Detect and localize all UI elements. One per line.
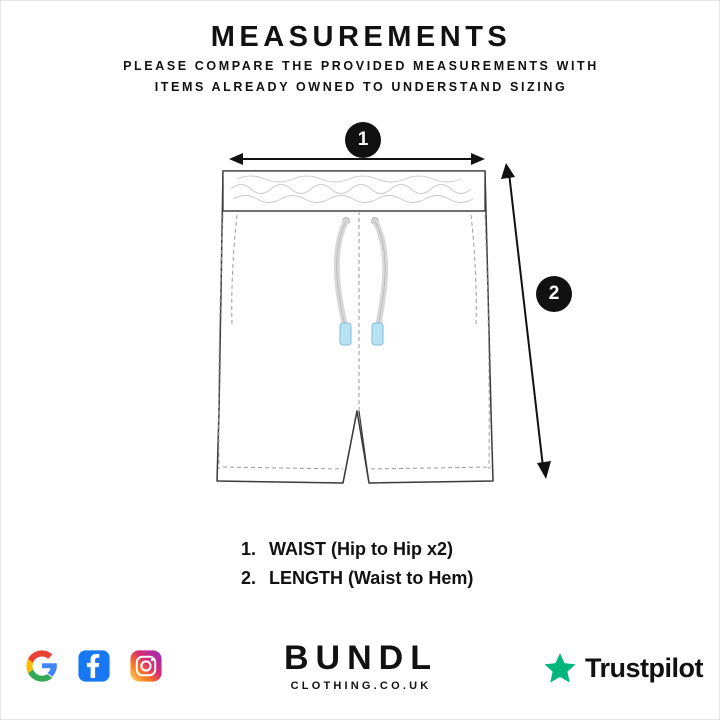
legend-item-waist: [241, 539, 601, 560]
brand-website: CLOTHING.CO.UK: [290, 680, 432, 692]
length-measure-arrow: [501, 163, 551, 479]
trustpilot-label: Trustpilot: [585, 652, 703, 683]
drawstring-tip-right: [372, 323, 383, 345]
legend-label-1: WAIST (Hip to Hip x2): [269, 539, 453, 559]
subtitle-line-1: PLEASE COMPARE THE PROVIDED MEASUREMENTS WITH: [123, 59, 599, 73]
shorts-diagram: [1, 111, 720, 511]
shorts-technical-drawing-svg: [1, 111, 720, 511]
footer: [1, 629, 720, 719]
badge-length: 2: [536, 276, 572, 312]
trustpilot-badge[interactable]: [543, 651, 703, 685]
brand-name: BUNDL: [284, 639, 438, 677]
legend-label-2: LENGTH (Waist to Hem): [269, 568, 474, 588]
page-title: MEASUREMENTS: [210, 21, 512, 53]
drawstring-tip-left: [340, 323, 351, 345]
measurement-legend: [241, 539, 601, 597]
shorts-outline: [217, 171, 493, 483]
subtitle-line-2: ITEMS ALREADY OWNED TO UNDERSTAND SIZING: [154, 80, 568, 94]
badge-waist: 1: [345, 122, 381, 158]
page-subtitle: [1, 56, 720, 98]
legend-number-2: 2.: [241, 568, 257, 588]
legend-item-length: [241, 568, 601, 589]
trustpilot-star-icon: [543, 651, 577, 685]
legend-number-1: 1.: [241, 539, 257, 559]
